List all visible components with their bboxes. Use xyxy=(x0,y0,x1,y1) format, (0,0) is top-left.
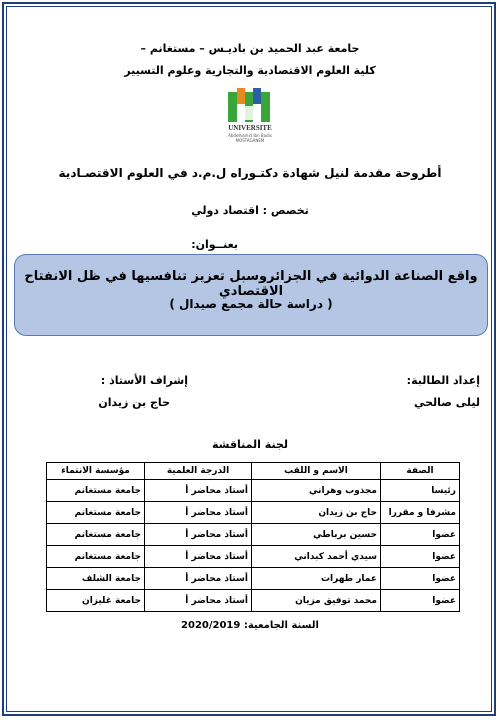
table-cell: أستاذ محاضر أ xyxy=(145,568,252,590)
table-row xyxy=(47,546,460,568)
table-row xyxy=(47,568,460,590)
table-cell: أستاذ محاضر أ xyxy=(145,480,252,502)
table-cell: عمار طهرات xyxy=(252,568,381,590)
table-cell: أستاذ محاضر أ xyxy=(145,502,252,524)
title-box xyxy=(14,254,488,336)
column-header: الاسم و اللقب xyxy=(252,463,381,480)
table-cell: أستاذ محاضر أ xyxy=(145,524,252,546)
logo-subtext: Abdelhamid Ibn Badis MOSTAGANEM xyxy=(228,133,272,143)
table-cell: مجذوب وهراني xyxy=(252,480,381,502)
table-cell: عضوا xyxy=(381,546,460,568)
table-cell: جامعة مستغانم xyxy=(47,502,145,524)
column-header: الدرجة العلمية xyxy=(145,463,252,480)
table-cell: رئيسا xyxy=(381,480,460,502)
thesis-subtitle: ( دراسة حالة مجمع صيدال ) xyxy=(169,297,333,311)
table-cell: أستاذ محاضر أ xyxy=(145,590,252,612)
table-header-row xyxy=(47,463,460,480)
table-cell: محمد توفيق مزيان xyxy=(252,590,381,612)
university-logo xyxy=(218,86,282,154)
table-row xyxy=(47,502,460,524)
faculty-name: كلية العلوم الاقتصادية والتجارية وعلوم التسيير xyxy=(124,64,376,77)
table-cell: حسين برباطي xyxy=(252,524,381,546)
table-cell: حاج بن زيدان xyxy=(252,502,381,524)
table-row xyxy=(47,524,460,546)
university-logo-icon xyxy=(224,86,274,124)
committee-table xyxy=(46,462,460,612)
table-cell: أستاذ محاضر أ xyxy=(145,546,252,568)
column-header: الصفة xyxy=(381,463,460,480)
thesis-description: أطروحة مقدمة لنيل شهادة دكتـوراه ل.م.د في العلوم الاقتصـادية xyxy=(58,166,442,180)
title-label: بعنــوان: xyxy=(191,238,238,251)
table-cell: جامعة مستغانم xyxy=(47,480,145,502)
table-cell: جامعة مستغانم xyxy=(47,524,145,546)
academic-year: السنة الجامعية: 2020/2019 xyxy=(181,620,319,631)
table-cell: مشرفا و مقررا xyxy=(381,502,460,524)
thesis-title: واقع الصناعة الدوائية في الجزائروسبل تعزيز تنافسيها في ظل الانفتاح الاقتصادي xyxy=(24,269,478,299)
student-label: إعداد الطالبة: xyxy=(406,374,480,387)
table-row xyxy=(47,480,460,502)
specialty: تخصص : اقتصاد دولي xyxy=(191,204,309,217)
table-cell: سيدي أحمد كبداني xyxy=(252,546,381,568)
university-name: جامعة عبد الحميد بن باديـس – مستغانم – xyxy=(140,42,360,55)
table-cell: عضوا xyxy=(381,568,460,590)
table-cell: جامعة مستغانم xyxy=(47,546,145,568)
supervisor-name: حاج بن زيدان xyxy=(98,396,170,409)
committee-title: لجنة المناقشة xyxy=(211,438,288,451)
column-header: مؤسسة الانتماء xyxy=(47,463,145,480)
student-name: ليلى صالحي xyxy=(413,396,480,409)
table-cell: عضوا xyxy=(381,524,460,546)
table-cell: جامعة غليزان xyxy=(47,590,145,612)
supervisor-label: إشراف الأستاذ : xyxy=(100,374,188,387)
logo-text: UNIVERSITE xyxy=(228,124,272,132)
table-cell: عضوا xyxy=(381,590,460,612)
table-cell: جامعة الشلف xyxy=(47,568,145,590)
table-row xyxy=(47,590,460,612)
